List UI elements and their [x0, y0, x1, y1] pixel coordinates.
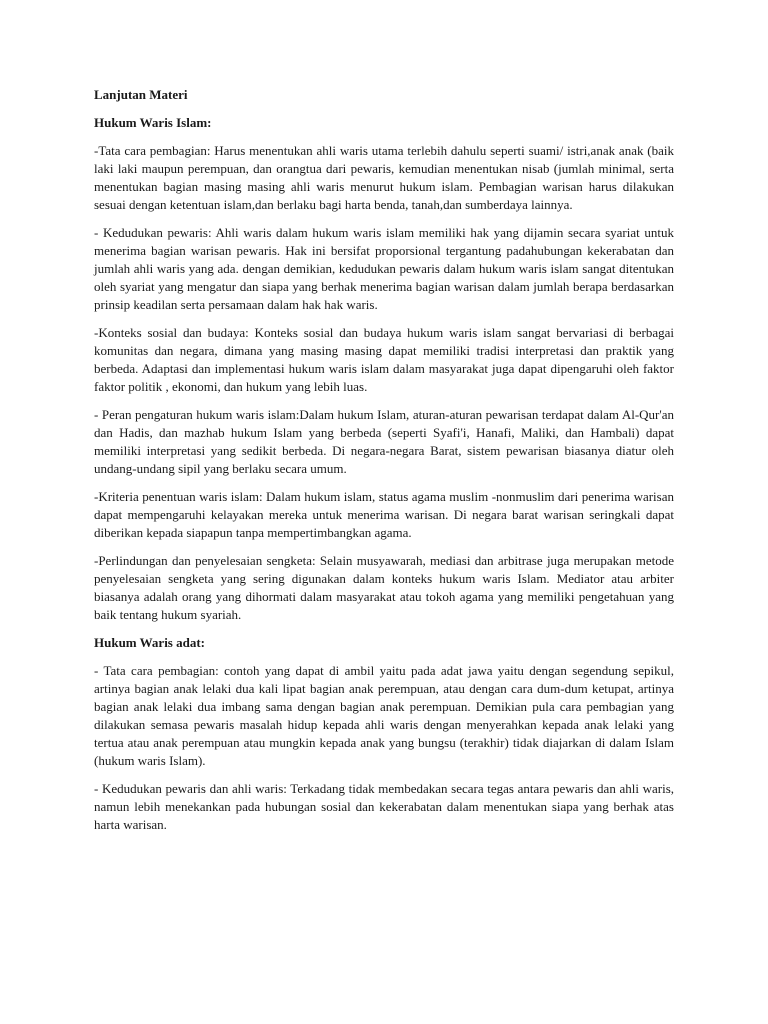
- document-page: [94, 86, 674, 844]
- paragraph-kedudukan-pewaris-adat: - Kedudukan pewaris dan ahli waris: Terkadang tidak membedakan secara tegas antara pewaris dan ahli waris, namun lebih menekankan pada hubungan sosial dan kekerabatan dalam menentukan siapa yang berhak atas harta warisan.: [94, 781, 674, 832]
- paragraph-konteks-sosial: -Konteks sosial dan budaya: Konteks sosial dan budaya hukum waris islam sangat bervariasi di berbagai komunitas dan negara, dimana yang masing masing dapat memiliki tradisi interpretasi dan praktik yang berbeda. Adaptasi dan implementasi hukum waris islam dalam masyarakat juga dapat dipengaruhi oleh faktor faktor politik , ekonomi, dan hukum yang lebih luas.: [94, 325, 674, 394]
- paragraph-kriteria-penentuan: -Kriteria penentuan waris islam: Dalam hukum islam, status agama muslim -nonmuslim dari penerima warisan dapat mempengaruhi kelayakan mereka untuk menerima warisan. Di negara barat warisan seringkali dapat diberikan kepada siapapun tanpa mempertimbangkan agama.: [94, 489, 674, 540]
- document-title: Lanjutan Materi: [94, 87, 188, 102]
- paragraph-perlindungan-sengketa: -Perlindungan dan penyelesaian sengketa: Selain musyawarah, mediasi dan arbitrase juga merupakan metode penyelesaian sengketa yang sering digunakan dalam konteks hukum waris Islam. Mediator atau arbiter biasanya adalah orang yang dihormati dalam masyarakat atau tokoh agama yang memiliki pengetahuan yang baik tentang hukum syariah.: [94, 553, 674, 622]
- paragraph-tata-cara-islam: -Tata cara pembagian: Harus menentukan ahli waris utama terlebih dahulu seperti suami/ istri,anak anak (baik laki laki maupun perempuan, dan orangtua dari pewaris, kemudian menentukan nisab (jumlah minimal, serta menentukan bagian masing masing ahli waris menurut hukum islam. Pembagian warisan harus dilakukan sesuai dengan ketentuan islam,dan berlaku bagi harta benda, tanah,dan sumberdaya lainnya.: [94, 143, 674, 212]
- paragraph-tata-cara-adat: - Tata cara pembagian: contoh yang dapat di ambil yaitu pada adat jawa yaitu dengan segendung sepikul, artinya bagian anak lelaki dua kali lipat bagian anak perempuan, atau dengan cara dum-dum ketupat, artinya bagian anak lelaki dua imbang sama dengan bagian anak perempuan. Demikian pula cara pembagian yang dilakukan semasa pewaris masalah hidup kepada ahli waris dengan menyerahkan kepada anak lelaki yang tertua atau anak perempuan atau mungkin kepada anak yang bungsu (terakhir) tidak diajarkan di dalam Islam (hukum waris Islam).: [94, 663, 674, 768]
- paragraph-peran-pengaturan: - Peran pengaturan hukum waris islam:Dalam hukum Islam, aturan-aturan pewarisan terdapat dalam Al-Qur'an dan Hadis, dan mazhab hukum Islam yang berbeda (seperti Syafi'i, Hanafi, Maliki, dan Hambali) dapat memiliki interpretasi yang sedikit berbeda. Di negara-negara Barat, sistem pewarisan biasanya diatur oleh undang-undang sipil yang berlaku secara umum.: [94, 407, 674, 476]
- paragraph-kedudukan-pewaris-islam: - Kedudukan pewaris: Ahli waris dalam hukum waris islam memiliki hak yang dijamin secara syariat untuk menerima bagian warisan pewaris. Hak ini bersifat proporsional tergantung padahubungan kekerabatan dan jumlah ahli waris yang ada. dengan demikian, kedudukan pewaris dalam hukum waris islam sangat ditentukan oleh syariat yang mengatur dan siapa yang berhak menerima bagian warisan dalam jumlah berapa berdasarkan prinsip keadilan serta persamaan dalam hak hak waris.: [94, 225, 674, 312]
- section-heading-adat: Hukum Waris adat:: [94, 635, 206, 650]
- section-heading-islam: Hukum Waris Islam:: [94, 115, 212, 130]
